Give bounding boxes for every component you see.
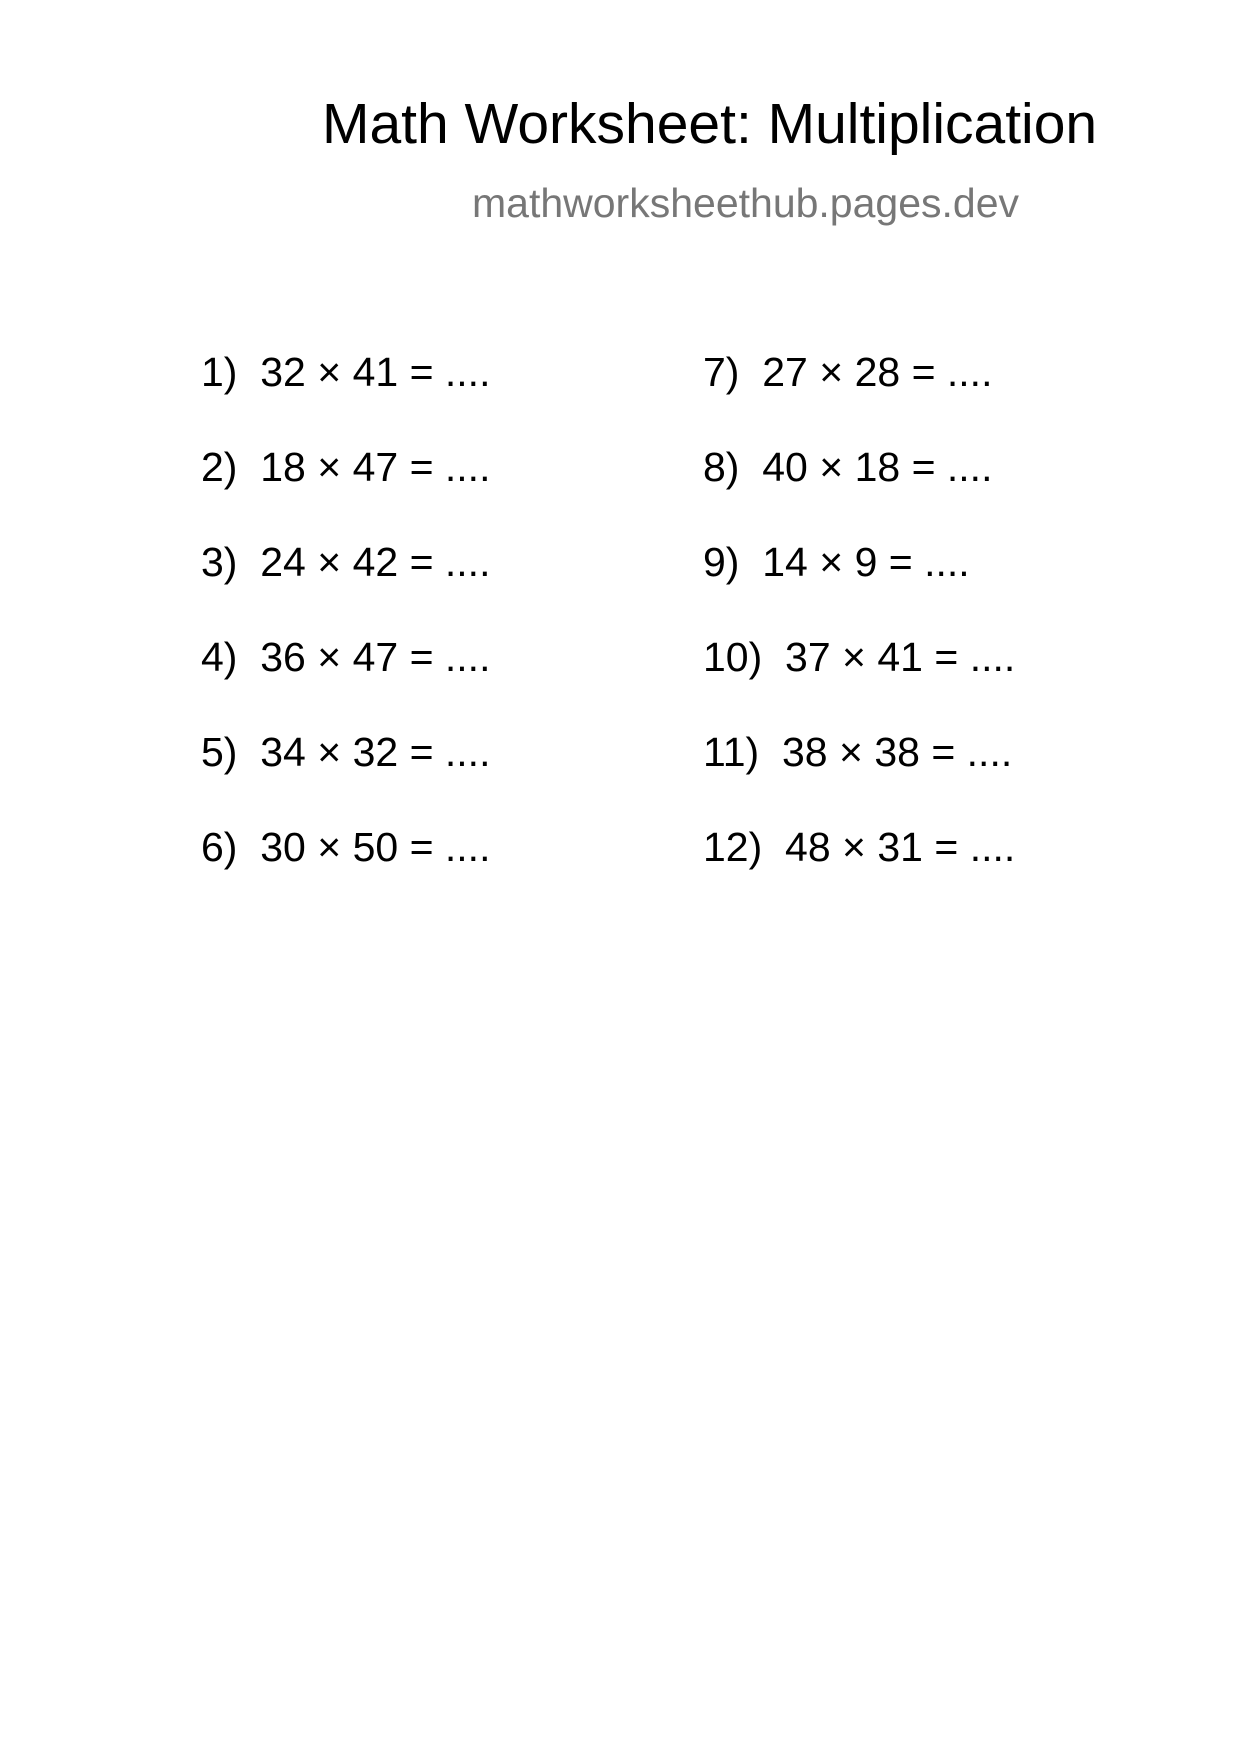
problem-8: 8) 40 × 18 = .... xyxy=(703,444,993,490)
problems-column-left xyxy=(201,349,491,922)
source-url: mathworksheethub.pages.dev xyxy=(472,180,1020,226)
problem-11: 11) 38 × 38 = .... xyxy=(703,729,1013,775)
problem-4: 4) 36 × 47 = .... xyxy=(201,634,491,680)
problem-10: 10) 37 × 41 = .... xyxy=(703,634,1016,680)
problem-9: 9) 14 × 9 = .... xyxy=(703,539,970,585)
problem-3: 3) 24 × 42 = .... xyxy=(201,539,491,585)
problem-12: 12) 48 × 31 = .... xyxy=(703,824,1016,870)
problems-column-right xyxy=(703,349,1016,922)
problem-7: 7) 27 × 28 = .... xyxy=(703,349,993,395)
problem-5: 5) 34 × 32 = .... xyxy=(201,729,491,775)
problem-1: 1) 32 × 41 = .... xyxy=(201,349,491,395)
problem-2: 2) 18 × 47 = .... xyxy=(201,444,491,490)
problem-6: 6) 30 × 50 = .... xyxy=(201,824,491,870)
worksheet-title: Math Worksheet: Multiplication xyxy=(322,92,1098,156)
